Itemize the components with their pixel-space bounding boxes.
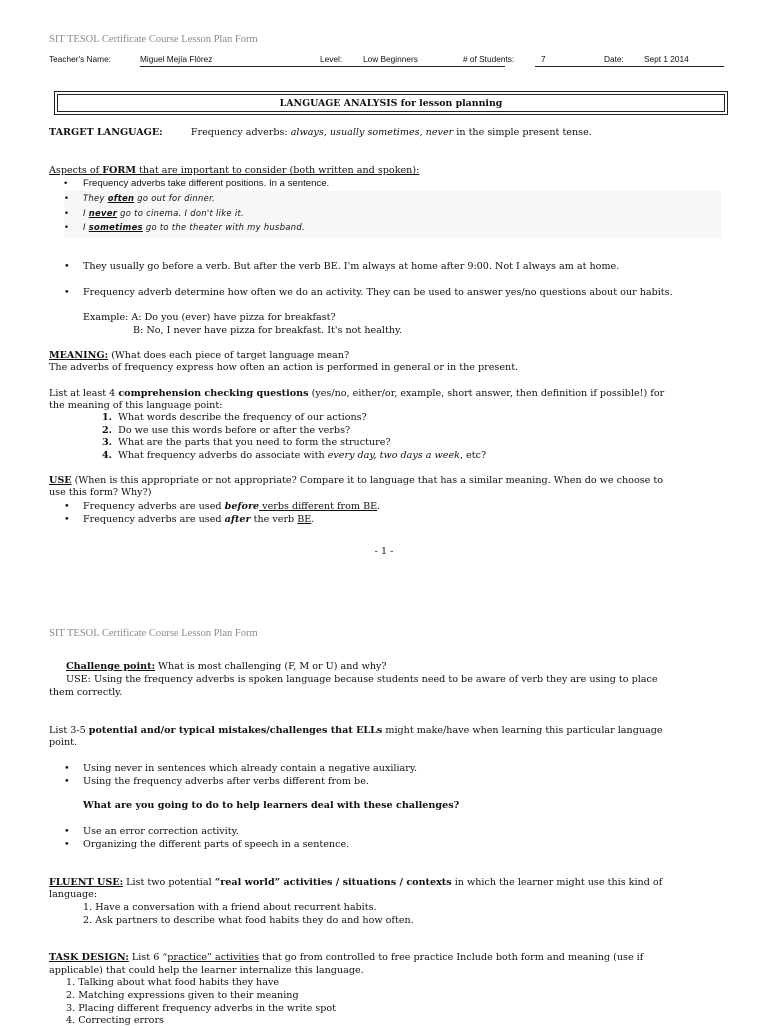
ccq-3-text: What are the parts that you need to form the structure? — [118, 437, 391, 448]
form-bullet-2: • They usually go before a verb. But after the verb BE. I'm always at home after 9:00. Not I always am at home. — [83, 261, 619, 272]
form-heading-form: FORM — [102, 165, 137, 176]
mistakes-heading — [49, 725, 663, 736]
target-language-pre: Frequency adverbs: — [190, 127, 291, 138]
mistake-2: • Using the frequency adverbs after verbs different from be. — [83, 776, 369, 787]
challenge-heading — [66, 661, 387, 672]
challenge-label: Challenge point: — [66, 661, 156, 672]
teacher-label: Teacher's Name: — [49, 54, 111, 64]
ccq-heading — [49, 388, 664, 399]
ex1-c: go out for dinner. — [134, 193, 216, 203]
form-bullet-1: • Frequency adverbs take different positions. In a sentence. — [83, 178, 329, 189]
form-example-3 — [83, 222, 305, 232]
use-b1-bi: before — [224, 501, 260, 512]
form-title: SIT TESOL Certificate Course Lesson Plan Form — [49, 34, 258, 45]
ccq-post: (yes/no, either/or, example, short answer, then definition if possible!) for — [308, 388, 665, 399]
target-language — [49, 127, 592, 138]
mistakes-post: might make/have when learning this particular language — [382, 725, 663, 736]
ex1-b: often — [107, 193, 135, 203]
use-line2: use this form? Why?) — [49, 487, 152, 498]
use-b2-u: BE — [297, 514, 312, 525]
students-field — [535, 54, 645, 67]
use-heading — [49, 475, 663, 486]
task-item-1: 1. Talking about what food habits they have — [66, 977, 280, 988]
section-title-box — [54, 91, 728, 115]
ccq-4-post: , etc? — [459, 450, 487, 461]
fluent-mid: List two potential — [123, 877, 215, 888]
ccq-1 — [102, 412, 367, 423]
fluent-line2: language: — [49, 889, 98, 900]
task-item-2: 2. Matching expressions given to their meaning — [66, 990, 299, 1001]
fluent-item-2: 2. Ask partners to describe what food habits they do and how often. — [83, 915, 414, 926]
date-label: Date: — [604, 54, 624, 64]
mistakes-line2: point. — [49, 737, 78, 748]
form-heading — [49, 165, 419, 176]
fluent-heading — [49, 877, 662, 888]
task-item-3: 3. Placing different frequency adverbs in the write spot — [66, 1003, 337, 1014]
students-value: 7 — [541, 54, 546, 64]
task-pre: List 6 “ — [128, 952, 168, 963]
task-item-4: 4. Correcting errors — [66, 1015, 164, 1026]
ccq-3-num: 3. — [102, 437, 113, 448]
task-label: TASK DESIGN: — [49, 952, 129, 963]
help-2: • Organizing the different parts of speech in a sentence. — [83, 839, 349, 850]
ccq-4-pre: What frequency adverbs do associate with — [118, 450, 328, 461]
level-label: Level: — [320, 54, 343, 64]
use-b2-pre: Frequency adverbs are used — [83, 514, 225, 525]
ccq-pre: List at least 4 — [49, 388, 119, 399]
level-value: Low Beginners — [363, 54, 418, 64]
form-example-1 — [83, 193, 215, 203]
challenge-line1: USE: Using the frequency adverbs is spoken language because students need to be aware of verb they are using to place — [66, 674, 658, 685]
meaning-heading — [49, 350, 349, 361]
ccq-3 — [102, 437, 391, 448]
use-b2-bi: after — [224, 514, 251, 525]
task-heading — [49, 952, 643, 963]
ccq-2 — [102, 425, 350, 436]
ccq-4 — [102, 450, 486, 461]
target-language-label: TARGET LANGUAGE: — [49, 127, 163, 138]
task-post: that go from controlled to free practice Include both form and meaning (use if — [259, 952, 644, 963]
section-title: LANGUAGE ANALYSIS for lesson planning — [57, 94, 725, 112]
use-b1-period: . — [377, 501, 381, 512]
fluent-post: in which the learner might use this kind of — [451, 877, 663, 888]
mistakes-question: What are you going to do to help learners deal with these challenges? — [83, 800, 460, 811]
task-line2: applicable) that could help the learner internalize this language. — [49, 965, 364, 976]
ccq-line2: the meaning of this language point: — [49, 400, 223, 411]
use-b1-pre: Frequency adverbs are used — [83, 501, 225, 512]
ccq-bold: comprehension checking questions — [118, 388, 309, 399]
use-b2-period: . — [311, 514, 315, 525]
challenge-line2: them correctly. — [49, 687, 123, 698]
use-bullet-1 — [83, 501, 380, 512]
target-language-adverbs: always, usually sometimes, never — [290, 127, 454, 138]
ex2-c: go to cinema. I don't like it. — [117, 208, 245, 218]
ex2-a: I — [83, 208, 89, 218]
form-title-2: SIT TESOL Certificate Course Lesson Plan Form — [49, 628, 258, 639]
meaning-rest: (What does each piece of target language mean? — [108, 350, 350, 361]
example-line-b: B: No, I never have pizza for breakfast. It's not healthy. — [133, 325, 403, 336]
ccq-2-text: Do we use this words before or after the verbs? — [118, 425, 351, 436]
meaning-text: The adverbs of frequency express how often an action is performed in general or in the present. — [49, 362, 519, 373]
form-bullet-3: • Frequency adverb determine how often we do an activity. They can be used to answer yes/no questions about our habits. — [83, 287, 673, 298]
form-example-2 — [83, 208, 244, 218]
use-b1-post: verbs different from BE — [259, 501, 378, 512]
mistake-1: • Using never in sentences which already contain a negative auxiliary. — [83, 763, 417, 774]
form-heading-pre: Aspects of — [49, 165, 103, 176]
help-1: • Use an error correction activity. — [83, 826, 239, 837]
ccq-4-italic: every day, two days a week — [327, 450, 460, 461]
example-line-a: Example: A: Do you (ever) have pizza for breakfast? — [83, 312, 336, 323]
ccq-1-num: 1. — [102, 412, 113, 423]
students-label: # of Students: — [463, 54, 515, 64]
ex3-b: sometimes — [88, 222, 143, 232]
form-heading-post: that are important to consider (both written and spoken): — [136, 165, 420, 176]
use-rest: (When is this appropriate or not appropriate? Compare it to language that has a similar meaning. When do we choose to — [71, 475, 663, 486]
challenge-rest: What is most challenging (F, M or U) and why? — [155, 661, 387, 672]
use-label: USE — [49, 475, 72, 486]
fluent-item-1: 1. Have a conversation with a friend about recurrent habits. — [83, 902, 377, 913]
mistakes-pre: List 3-5 — [49, 725, 89, 736]
ccq-4-num: 4. — [102, 450, 113, 461]
mistakes-bold: potential and/or typical mistakes/challenges that ELLs — [88, 725, 383, 736]
task-u: practice” activities — [167, 952, 260, 963]
date-field — [638, 54, 724, 67]
ex2-b: never — [88, 208, 118, 218]
ex1-a: They — [83, 193, 108, 203]
use-b2-mid: the verb — [250, 514, 298, 525]
fluent-label: FLUENT USE: — [49, 877, 124, 888]
page-number: - 1 - — [374, 546, 394, 557]
meaning-label: MEANING: — [49, 350, 109, 361]
target-language-post: in the simple present tense. — [453, 127, 592, 138]
ex3-c: go to the theater with my husband. — [142, 222, 305, 232]
ccq-1-text: What words describe the frequency of our actions? — [118, 412, 367, 423]
teacher-value: Miguel Mejía Flórez — [140, 54, 213, 64]
ex3-a: I — [83, 222, 89, 232]
date-value: Sept 1 2014 — [644, 54, 689, 64]
use-bullet-2 — [83, 514, 314, 525]
fluent-bold: “real world” activities / situations / contexts — [214, 877, 452, 888]
ccq-2-num: 2. — [102, 425, 113, 436]
